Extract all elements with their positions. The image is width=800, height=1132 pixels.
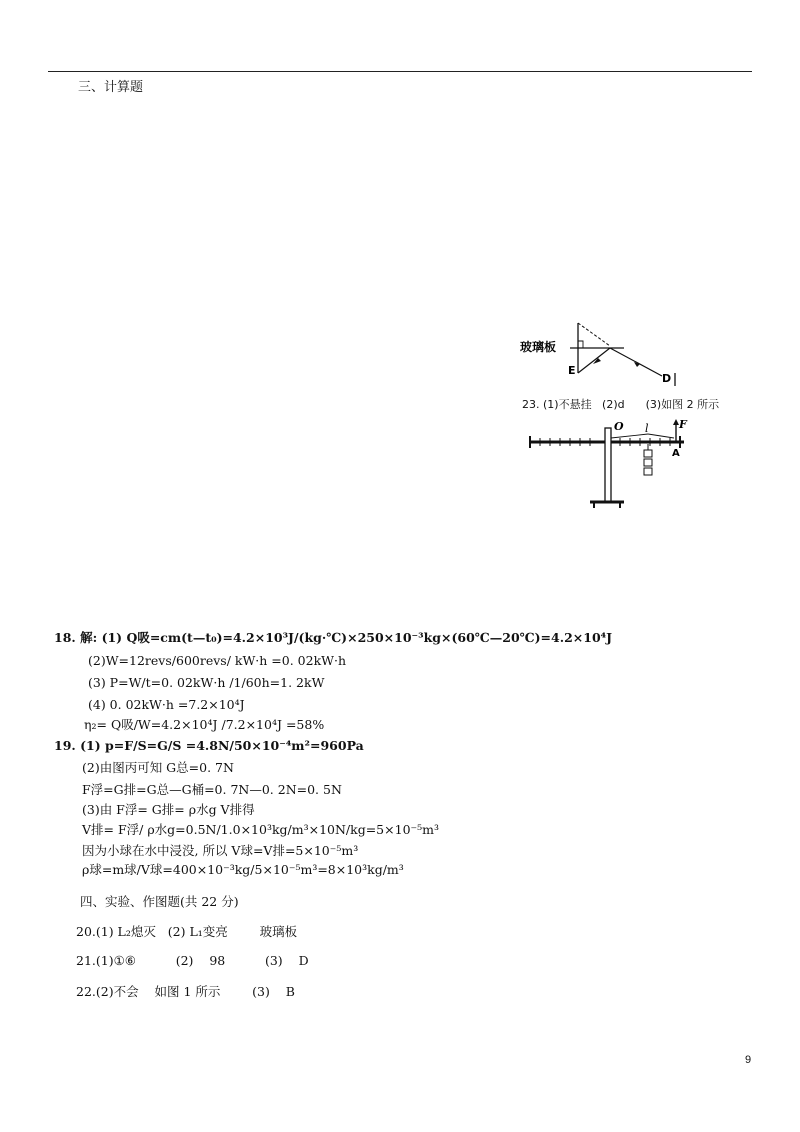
top-rule	[48, 71, 752, 72]
plate-label: 玻璃板	[520, 340, 557, 354]
q19-line-6: 因为小球在水中浸没, 所以 V球=V排=5×10⁻⁵m³	[82, 843, 359, 858]
page-number: 9	[745, 1054, 752, 1066]
pivot-o-label: O	[614, 420, 624, 433]
reflection-diagram	[512, 318, 702, 390]
section-4-heading: 四、实验、作图题(共 22 分)	[80, 894, 239, 909]
q18-line-4: (4) 0. 02kW·h =7.2×10⁴J	[88, 697, 245, 712]
q18-line-3: (3) P=W/t=0. 02kW·h /1/60h=1. 2kW	[88, 675, 325, 690]
q19-line-1: 19. (1) p=F/S=G/S =4.8N/50×10⁻⁴m²=960Pa	[54, 738, 364, 753]
q18-line-1: 18. 解: (1) Q吸=cm(t—t₀)=4.2×10³J/(kg·℃)×250×10⁻³kg×(60℃—20℃)=4.2×10⁴J	[54, 630, 613, 645]
point-e-label: E	[568, 364, 576, 377]
section-title: 三、计算题	[78, 80, 144, 95]
point-a-label: A	[672, 448, 680, 459]
q19-line-3: F浮=G排=G总—G桶=0. 7N—0. 2N=0. 5N	[82, 782, 342, 797]
q22-answer: 22.(2)不会 如图 1 所示 (3) B	[76, 984, 295, 999]
q19-line-2: (2)由图丙可知 G总=0. 7N	[82, 760, 234, 775]
q18-line-2: (2)W=12revs/600revs/ kW·h =0. 02kW·h	[88, 653, 347, 668]
q20-answer: 20.(1) L₂熄灭 (2) L₁变亮 玻璃板	[76, 924, 298, 939]
q19-line-5: V排= F浮/ ρ水g=0.5N/1.0×10³kg/m³×10N/kg=5×10⁻⁵m³	[82, 822, 439, 837]
q18-line-5: η₂= Q吸/W=4.2×10⁴J /7.2×10⁴J =58%	[84, 717, 325, 732]
q19-line-4: (3)由 F浮= G排= ρ水g V排得	[82, 802, 255, 817]
force-f-label: F	[679, 418, 687, 431]
q21-answer: 21.(1)①⑥ (2) 98 (3) D	[76, 953, 309, 968]
lever-diagram	[524, 416, 694, 512]
point-d-label: D	[662, 372, 672, 385]
arm-l-label: l	[645, 422, 649, 435]
figure-caption: 23. (1)不悬挂 (2)d (3)如图 2 所示	[522, 398, 720, 411]
q19-line-7: ρ球=m球/V球=400×10⁻³kg/5×10⁻⁵m³=8×10³kg/m³	[82, 862, 404, 877]
